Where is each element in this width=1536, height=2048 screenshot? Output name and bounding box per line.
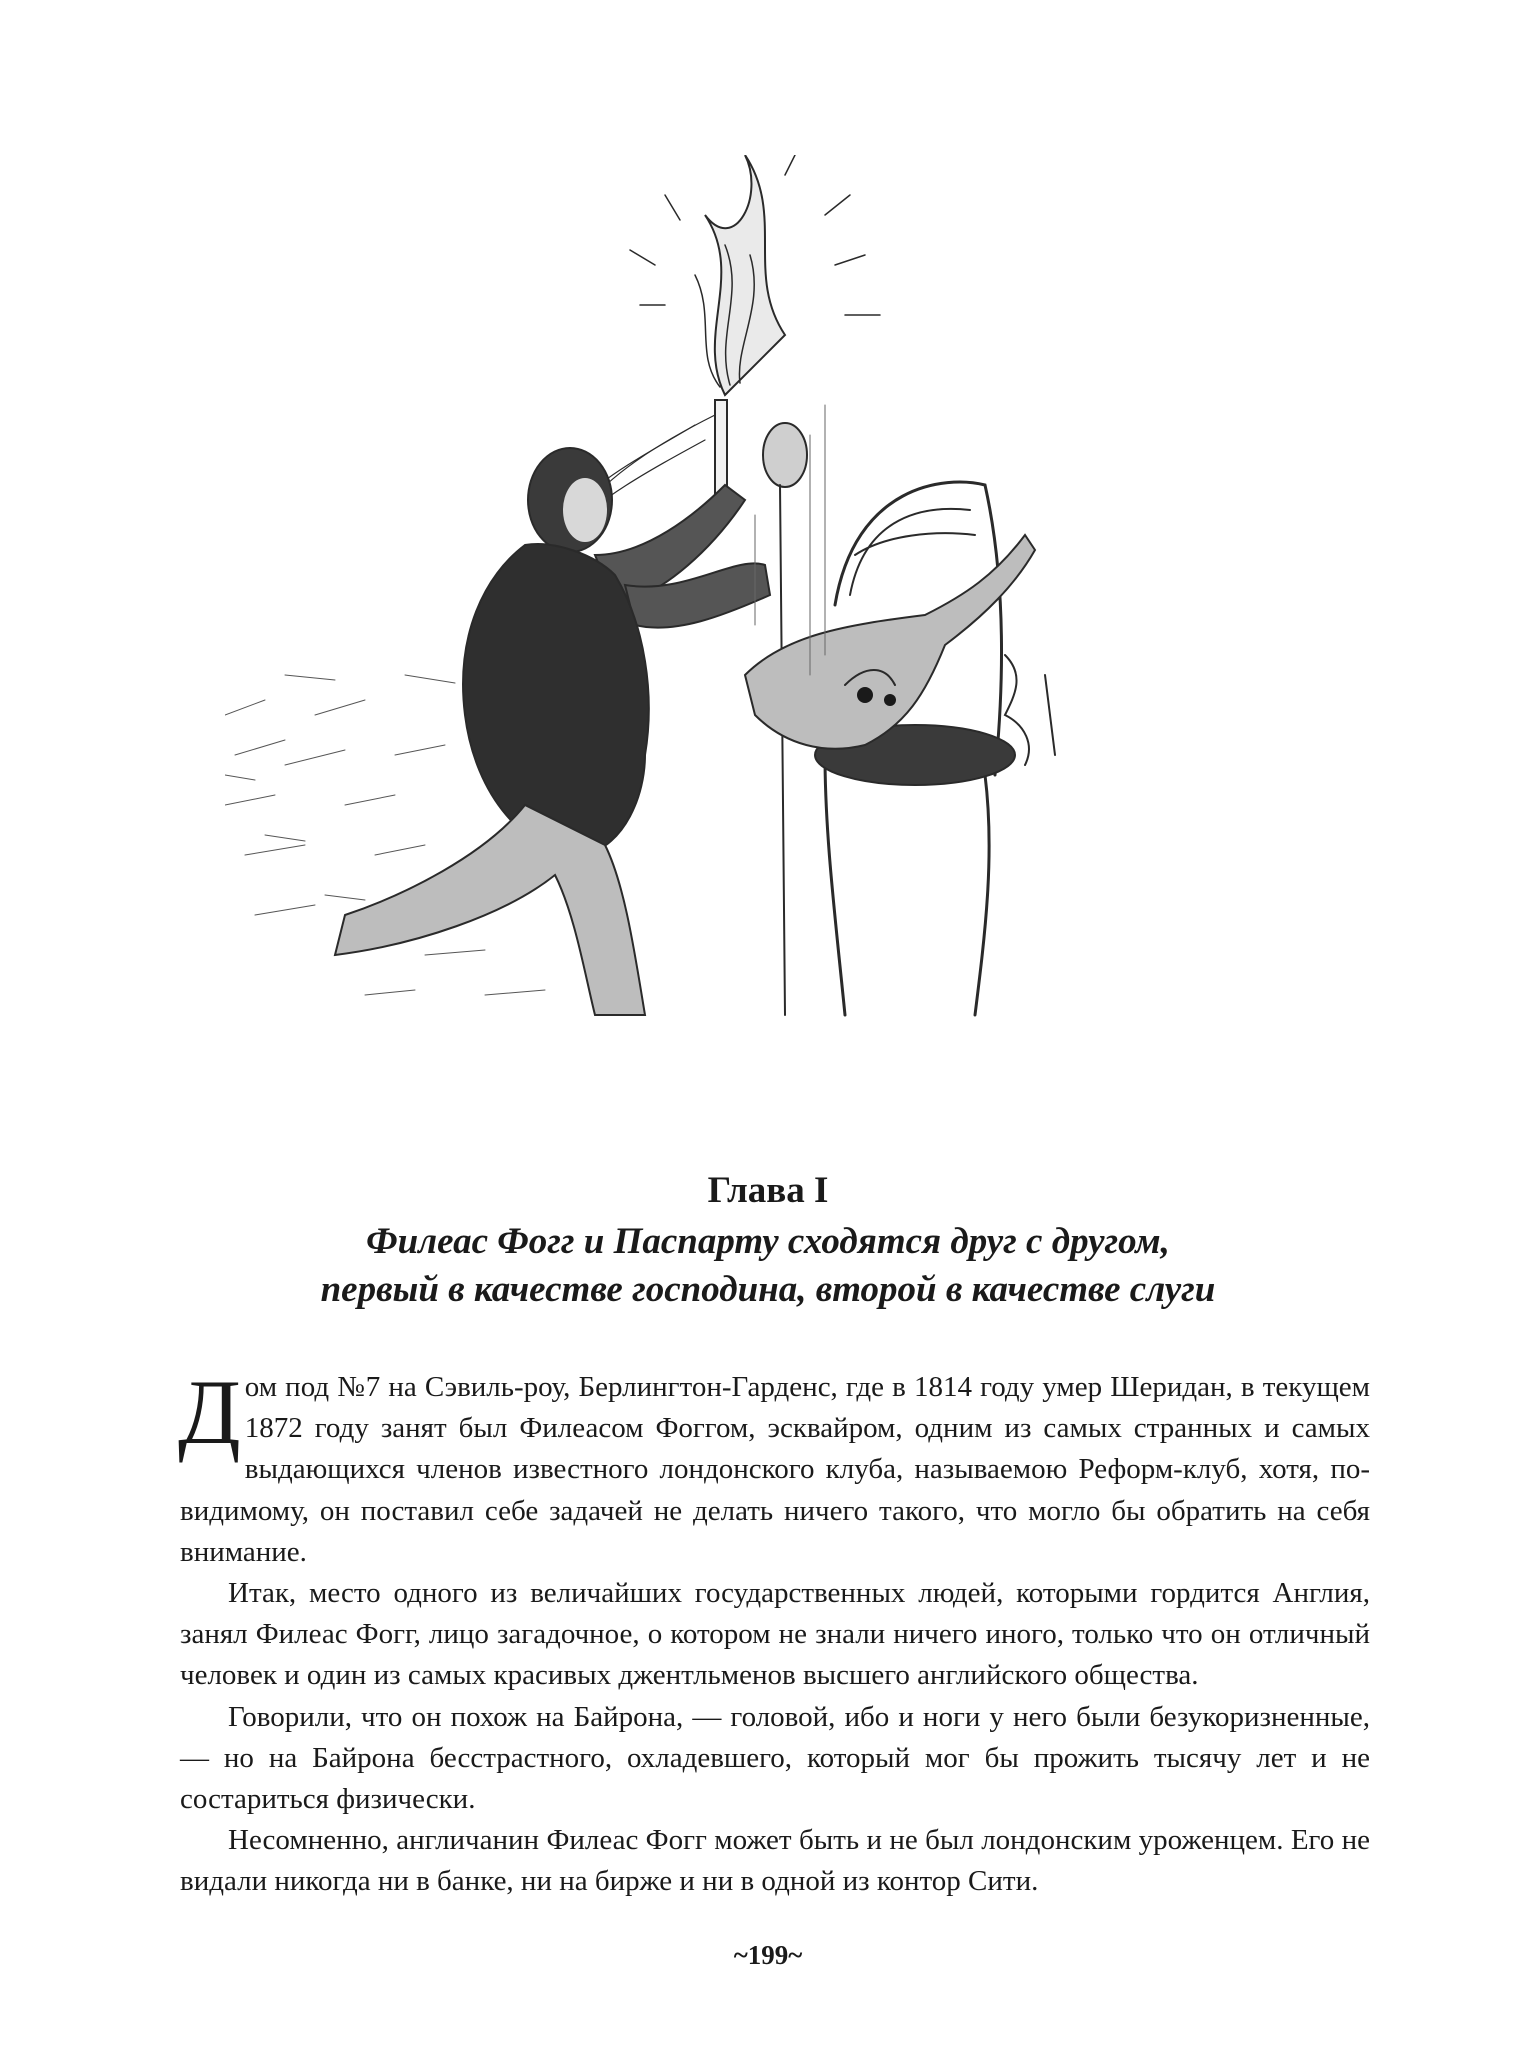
paragraph-3: Говорили, что он похож на Байрона, — головой, ибо и ноги у него были безукоризненные, — но на Байрона бесстрастного, охладевшего, который мог бы прожить тысячу лет и не состариться физически.	[180, 1700, 1370, 1816]
chapter-subtitle-line1: Филеас Фогг и Паспарту сходятся друг с другом,	[366, 1221, 1170, 1262]
engraving-illustration	[225, 155, 1345, 1045]
body-text	[178, 1361, 1370, 1903]
paragraph-1	[178, 1361, 1370, 1573]
page-number: ~199~	[733, 1940, 803, 1970]
paragraph-2: Итак, место одного из величайших государственных людей, которыми гордится Англия, занял Филеас Фогг, лицо загадочное, о котором не знали ничего иного, только что он отличный человек и один из самых красивых джентльменов высшего английского общества.	[180, 1577, 1370, 1692]
figure-coat	[463, 544, 649, 855]
chapter-subtitle	[0, 1218, 1536, 1314]
clothes-on-chair	[745, 535, 1035, 749]
wall-bell	[763, 423, 807, 487]
chapter-title: Глава I	[707, 1170, 829, 1211]
candle-flame	[705, 155, 785, 395]
candle	[715, 400, 727, 495]
drop-cap: Д	[178, 1361, 241, 1463]
paragraph-1-text: ом под №7 на Сэвиль-роу, Берлингтон-Гарденс, где в 1814 году умер Шеридан, в текущем 1872 году занят был Филеасом Фоггом, эсквайром, одним из самых странных и самых выдающихся членов известного лондонского клуба, называемою Реформ-клуб, хотя, по-видимому, он поставил себе задачей не делать ничего такого, что могло бы обратить на себя внимание.	[180, 1371, 1370, 1568]
chapter-subtitle-line2: первый в качестве господина, второй в качестве слуги	[320, 1269, 1216, 1310]
paragraph-4: Несомненно, англичанин Филеас Фогг может быть и не был лондонским уроженцем. Его не видали никогда ни в банке, ни на бирже и ни в одной из контор Сити.	[180, 1824, 1370, 1898]
